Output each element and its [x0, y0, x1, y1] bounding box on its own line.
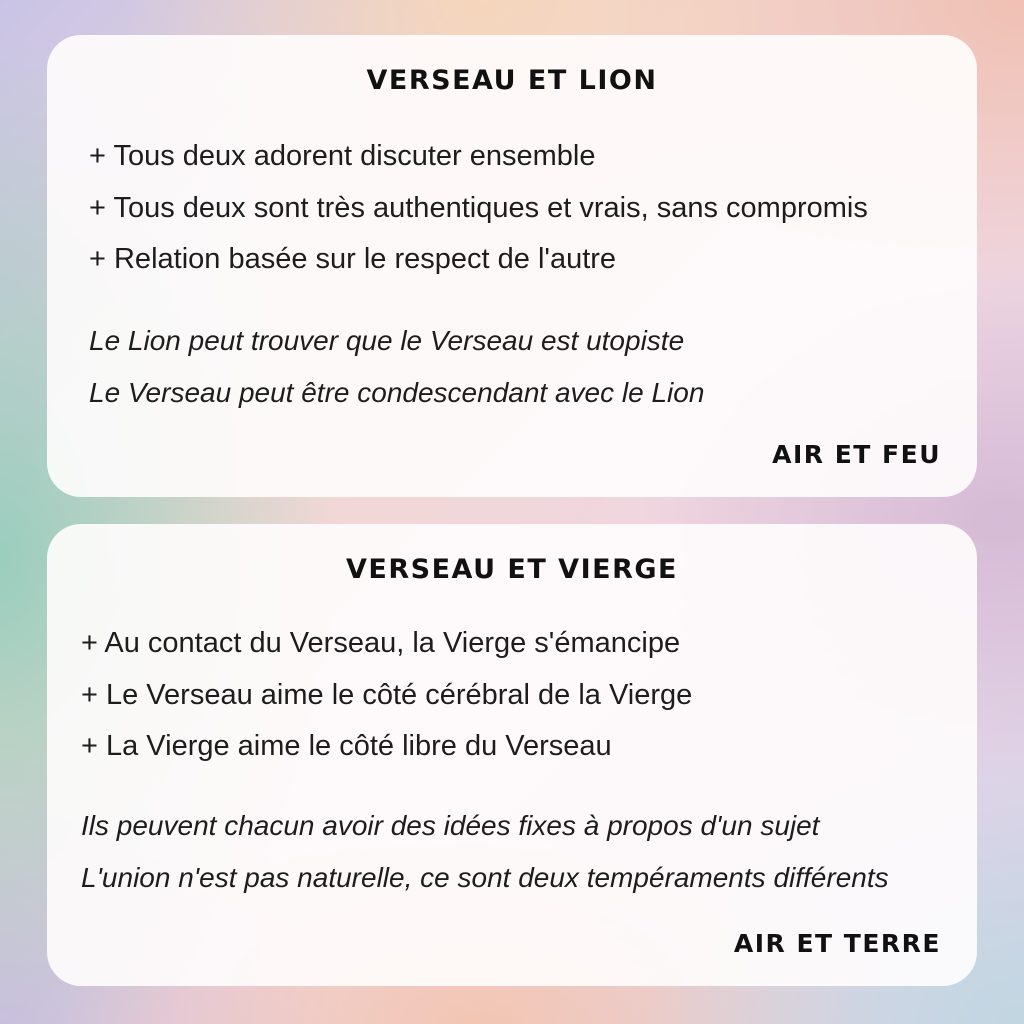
compatibility-card-verseau-lion	[47, 35, 977, 497]
card-title: VERSEAU ET VIERGE	[346, 554, 678, 585]
element-pair-label: AIR ET FEU	[772, 440, 941, 469]
pro-item: + La Vierge aime le côté libre du Verseau	[81, 730, 612, 762]
cons-list	[89, 315, 704, 418]
pro-item: + Tous deux adorent discuter ensemble	[89, 140, 596, 172]
con-item: L'union n'est pas naturelle, ce sont deux tempéraments différents	[81, 861, 889, 893]
pro-item: + Relation basée sur le respect de l'autre	[89, 243, 617, 275]
pros-list	[81, 618, 692, 773]
cons-list	[81, 800, 889, 903]
pro-item: + Le Verseau aime le côté cérébral de la Vierge	[81, 678, 693, 711]
pros-list	[89, 131, 868, 286]
con-item: Le Verseau peut être condescendant avec le Lion	[89, 376, 705, 408]
element-pair-label: AIR ET TERRE	[733, 929, 941, 958]
con-item: Le Lion peut trouver que le Verseau est utopiste	[89, 325, 685, 356]
con-item: Ils peuvent chacun avoir des idées fixes à propos d'un sujet	[81, 810, 820, 841]
compatibility-card-verseau-vierge	[47, 524, 977, 986]
card-title: VERSEAU ET LION	[366, 65, 658, 96]
pro-item: + Tous deux sont très authentiques et vrais, sans compromis	[89, 191, 868, 224]
pro-item: + Au contact du Verseau, la Vierge s'émancipe	[81, 627, 681, 659]
